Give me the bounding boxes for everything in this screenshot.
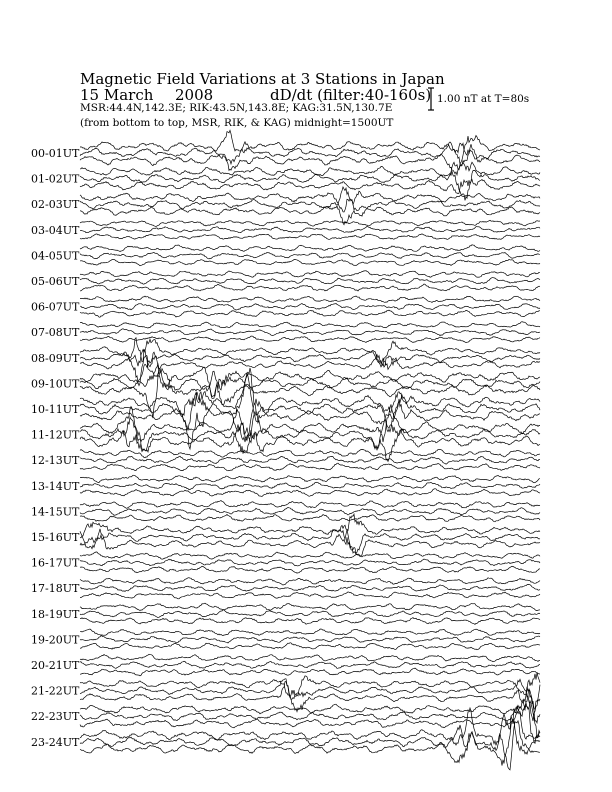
row-label-16-17UT: 16-17UT <box>31 556 80 570</box>
row-label-18-19UT: 18-19UT <box>31 607 80 621</box>
trace-06-07UT-RIK <box>80 303 540 310</box>
trace-06-07UT-KAG <box>80 296 540 303</box>
trace-15-16UT-RIK <box>80 525 540 554</box>
trace-05-06UT-KAG <box>80 271 540 278</box>
trace-03-04UT-KAG <box>80 220 540 226</box>
trace-02-03UT-MSR <box>80 206 540 225</box>
row-label-13-14UT: 13-14UT <box>31 479 80 493</box>
trace-18-19UT-MSR <box>80 618 540 625</box>
trace-21-22UT-MSR <box>80 682 540 723</box>
trace-03-04UT-RIK <box>80 226 540 232</box>
row-label-09-10UT: 09-10UT <box>31 377 80 391</box>
trace-19-20UT-MSR <box>80 643 540 650</box>
row-label-15-16UT: 15-16UT <box>31 531 80 544</box>
row-label-19-20UT: 19-20UT <box>31 633 80 647</box>
trace-10-11UT-RIK <box>80 373 540 432</box>
chart-title: Magnetic Field Variations at 3 Stations in Japan <box>80 70 445 88</box>
trace-22-23UT-RIK <box>80 700 540 738</box>
trace-16-17UT-MSR <box>80 566 540 573</box>
trace-20-21UT-MSR <box>80 668 540 676</box>
row-label-06-07UT: 06-07UT <box>31 300 80 314</box>
trace-20-21UT-RIK <box>80 661 540 668</box>
station-coordinates: MSR:44.4N,142.3E; RIK:43.5N,143.8E; KAG:31.5N,130.7E <box>80 102 393 114</box>
scale-bar <box>428 88 434 110</box>
row-label-02-03UT: 02-03UT <box>31 198 80 212</box>
trace-05-06UT-RIK <box>80 278 540 285</box>
trace-23-24UT-MSR <box>80 721 540 770</box>
row-label-07-08UT: 07-08UT <box>31 326 80 340</box>
scale-label: 1.00 nT at T=80s <box>437 93 530 105</box>
trace-20-21UT-KAG <box>80 654 540 661</box>
trace-12-13UT-KAG <box>80 449 540 457</box>
trace-02-03UT-RIK <box>80 187 540 211</box>
row-label-00-01UT: 00-01UT <box>31 147 80 160</box>
date-day-month: 15 March <box>80 86 154 104</box>
trace-08-09UT-KAG <box>80 338 540 367</box>
trace-16-17UT-RIK <box>80 559 540 566</box>
row-label-12-13UT: 12-13UT <box>31 454 80 468</box>
date-year: 2008 <box>175 86 214 104</box>
trace-12-13UT-MSR <box>80 463 540 471</box>
row-label-20-21UT: 20-21UT <box>31 659 80 672</box>
trace-04-05UT-KAG <box>80 245 540 252</box>
trace-22-23UT-MSR <box>80 703 540 743</box>
trace-11-12UT-MSR <box>80 424 540 461</box>
row-label-22-23UT: 22-23UT <box>31 710 80 724</box>
row-label-23-24UT: 23-24UT <box>31 735 80 749</box>
trace-07-08UT-RIK <box>80 329 540 336</box>
trace-17-18UT-KAG <box>80 578 540 585</box>
trace-12-13UT-RIK <box>80 456 540 464</box>
trace-06-07UT-MSR <box>80 310 540 317</box>
trace-04-05UT-MSR <box>80 259 540 265</box>
trace-03-04UT-MSR <box>80 234 540 240</box>
trace-13-14UT-RIK <box>80 482 540 489</box>
trace-19-20UT-KAG <box>80 629 540 636</box>
trace-lines <box>80 130 540 770</box>
row-label-04-05UT: 04-05UT <box>31 249 80 263</box>
row-label-08-09UT: 08-09UT <box>31 351 80 365</box>
trace-13-14UT-KAG <box>80 475 540 483</box>
trace-07-08UT-KAG <box>80 322 540 329</box>
row-labels <box>31 147 80 749</box>
row-label-11-12UT: 11-12UT <box>31 428 80 442</box>
row-label-14-15UT: 14-15UT <box>31 505 80 519</box>
trace-09-10UT-MSR <box>80 369 540 418</box>
trace-19-20UT-RIK <box>80 636 540 643</box>
trace-00-01UT-MSR <box>80 144 540 175</box>
trace-14-15UT-RIK <box>80 508 540 516</box>
trace-01-02UT-KAG <box>80 162 540 180</box>
row-label-05-06UT: 05-06UT <box>31 275 80 288</box>
quantity-label: dD/dt (filter:40-160s) <box>270 86 432 104</box>
trace-14-15UT-MSR <box>80 514 540 521</box>
trace-14-15UT-KAG <box>80 501 540 509</box>
row-label-03-04UT: 03-04UT <box>31 223 80 237</box>
trace-order-note: (from bottom to top, MSR, RIK, & KAG) midnight=1500UT <box>80 117 394 129</box>
trace-16-17UT-KAG <box>80 552 540 559</box>
trace-13-14UT-MSR <box>80 489 540 497</box>
row-label-21-22UT: 21-22UT <box>31 684 80 698</box>
trace-18-19UT-KAG <box>80 603 540 610</box>
trace-17-18UT-MSR <box>80 592 540 599</box>
trace-04-05UT-RIK <box>80 252 540 259</box>
row-label-01-02UT: 01-02UT <box>31 172 80 186</box>
trace-18-19UT-RIK <box>80 610 540 618</box>
trace-15-16UT-MSR <box>80 529 540 557</box>
trace-21-22UT-RIK <box>80 679 540 721</box>
trace-08-09UT-MSR <box>80 350 540 377</box>
trace-09-10UT-KAG <box>80 352 540 398</box>
trace-09-10UT-RIK <box>80 364 540 397</box>
row-label-17-18UT: 17-18UT <box>31 582 80 596</box>
trace-05-06UT-MSR <box>80 284 540 291</box>
trace-01-02UT-MSR <box>80 180 540 194</box>
row-label-10-11UT: 10-11UT <box>31 403 80 416</box>
trace-17-18UT-RIK <box>80 585 540 592</box>
